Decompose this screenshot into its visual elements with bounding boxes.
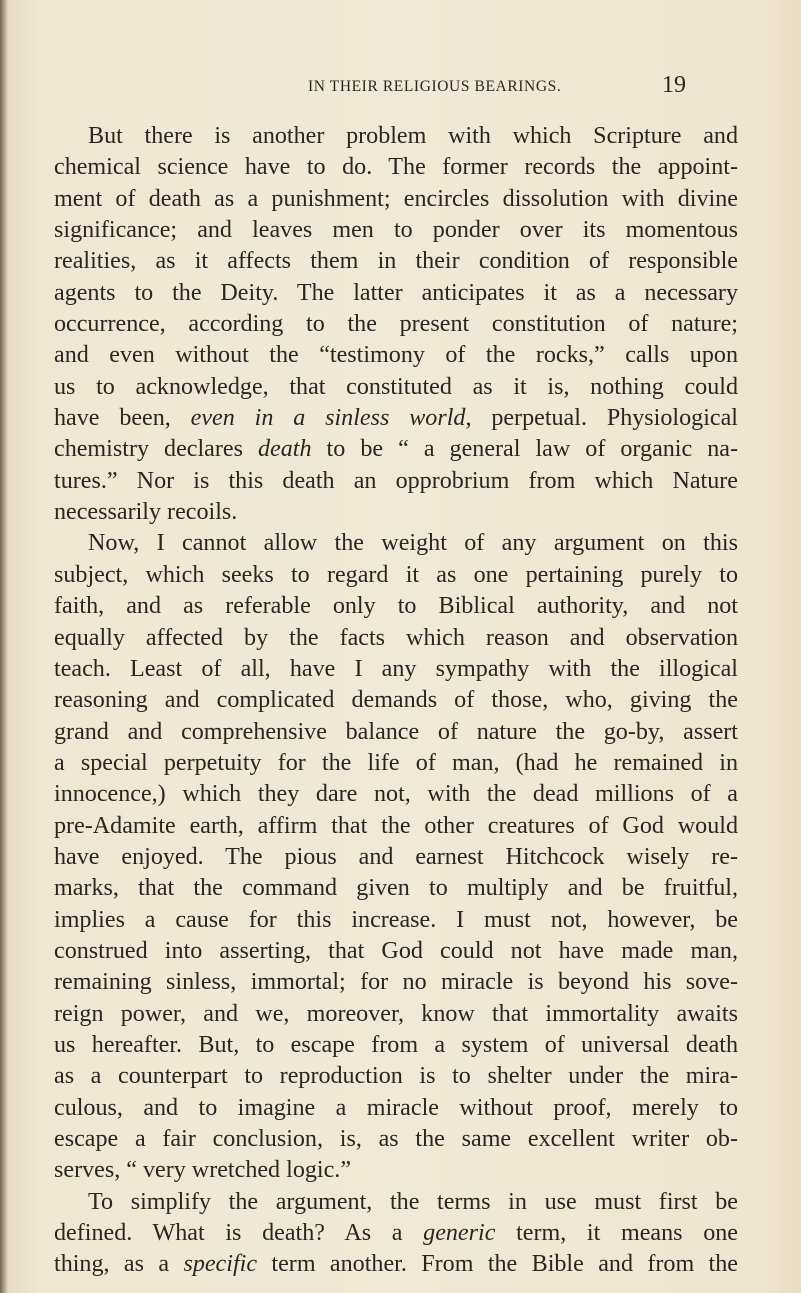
text-line: reign power, and we, moreover, know that immortality awaits: [54, 1000, 738, 1027]
text-line: as a counterpart to reproduction is to shelter under the mira-: [54, 1063, 738, 1090]
text-line: Now, I cannot allow the weight of any argument on this: [88, 530, 738, 557]
text-line: a special perpetuity for the life of man, (had he remained in: [54, 749, 738, 776]
text-line: remaining sinless, immortal; for no miracle is beyond his sove-: [54, 969, 738, 996]
text-line: tures.” Nor is this death an opprobrium from which Nature: [54, 467, 738, 494]
page-gutter-edge: [0, 0, 8, 1293]
text-line: and even without the “testimony of the rocks,” calls upon: [54, 342, 738, 369]
text-line: agents to the Deity. The latter anticipates it as a necessary: [54, 279, 738, 306]
text-line: us to acknowledge, that constituted as it is, nothing could: [54, 373, 738, 400]
text-line: equally affected by the facts which reason and observation: [54, 624, 738, 651]
text-line: have enjoyed. The pious and earnest Hitchcock wisely re-: [54, 843, 738, 870]
text-line: implies a cause for this increase. I must not, however, be: [54, 906, 738, 933]
text-line: ment of death as a punishment; encircles dissolution with divine: [54, 185, 738, 212]
text-line: realities, as it affects them in their condition of responsible: [54, 248, 738, 275]
body-text: [54, 121, 738, 1281]
text-line: culous, and to imagine a miracle without proof, merely to: [54, 1094, 738, 1121]
text-line: innocence,) which they dare not, with the dead millions of a: [54, 781, 738, 808]
text-line: To simplify the argument, the terms in use must first be: [88, 1188, 738, 1215]
text-line: pre-Adamite earth, affirm that the other creatures of God would: [54, 812, 738, 839]
text-line: faith, and as referable only to Biblical authority, and not: [54, 593, 738, 620]
text-line: necessarily recoils.: [54, 499, 238, 526]
page-header: [0, 72, 801, 102]
text-line: reasoning and complicated demands of those, who, giving the: [54, 687, 738, 714]
page-number: 19: [662, 72, 686, 98]
text-line: significance; and leaves men to ponder over its momentous: [54, 217, 738, 244]
text-line: us hereafter. But, to escape from a system of universal death: [54, 1031, 738, 1058]
text-line: grand and comprehensive balance of nature the go-by, assert: [54, 718, 738, 745]
text-line: serves, “ very wretched logic.”: [54, 1157, 352, 1184]
text-line: have been, even in a sinless world, perpetual. Physiological: [54, 405, 738, 432]
running-head: IN THEIR RELIGIOUS BEARINGS.: [308, 78, 562, 95]
text-line: defined. What is death? As a generic term, it means one: [54, 1220, 738, 1247]
text-line: chemistry declares death to be “ a general law of organic na-: [54, 436, 738, 463]
text-line: thing, as a specific term another. From the Bible and from the: [54, 1251, 738, 1278]
text-line: occurrence, according to the present constitution of nature;: [54, 311, 738, 338]
text-line: subject, which seeks to regard it as one pertaining purely to: [54, 561, 738, 588]
text-line: escape a fair conclusion, is, as the same excellent writer ob-: [54, 1126, 738, 1152]
text-line: construed into asserting, that God could not have made man,: [54, 937, 738, 964]
text-line: marks, that the command given to multiply and be fruitful,: [54, 875, 738, 902]
text-line: teach. Least of all, have I any sympathy with the illogical: [54, 655, 738, 682]
text-line: But there is another problem with which Scripture and: [88, 123, 738, 149]
text-line: chemical science have to do. The former records the appoint-: [54, 154, 738, 181]
